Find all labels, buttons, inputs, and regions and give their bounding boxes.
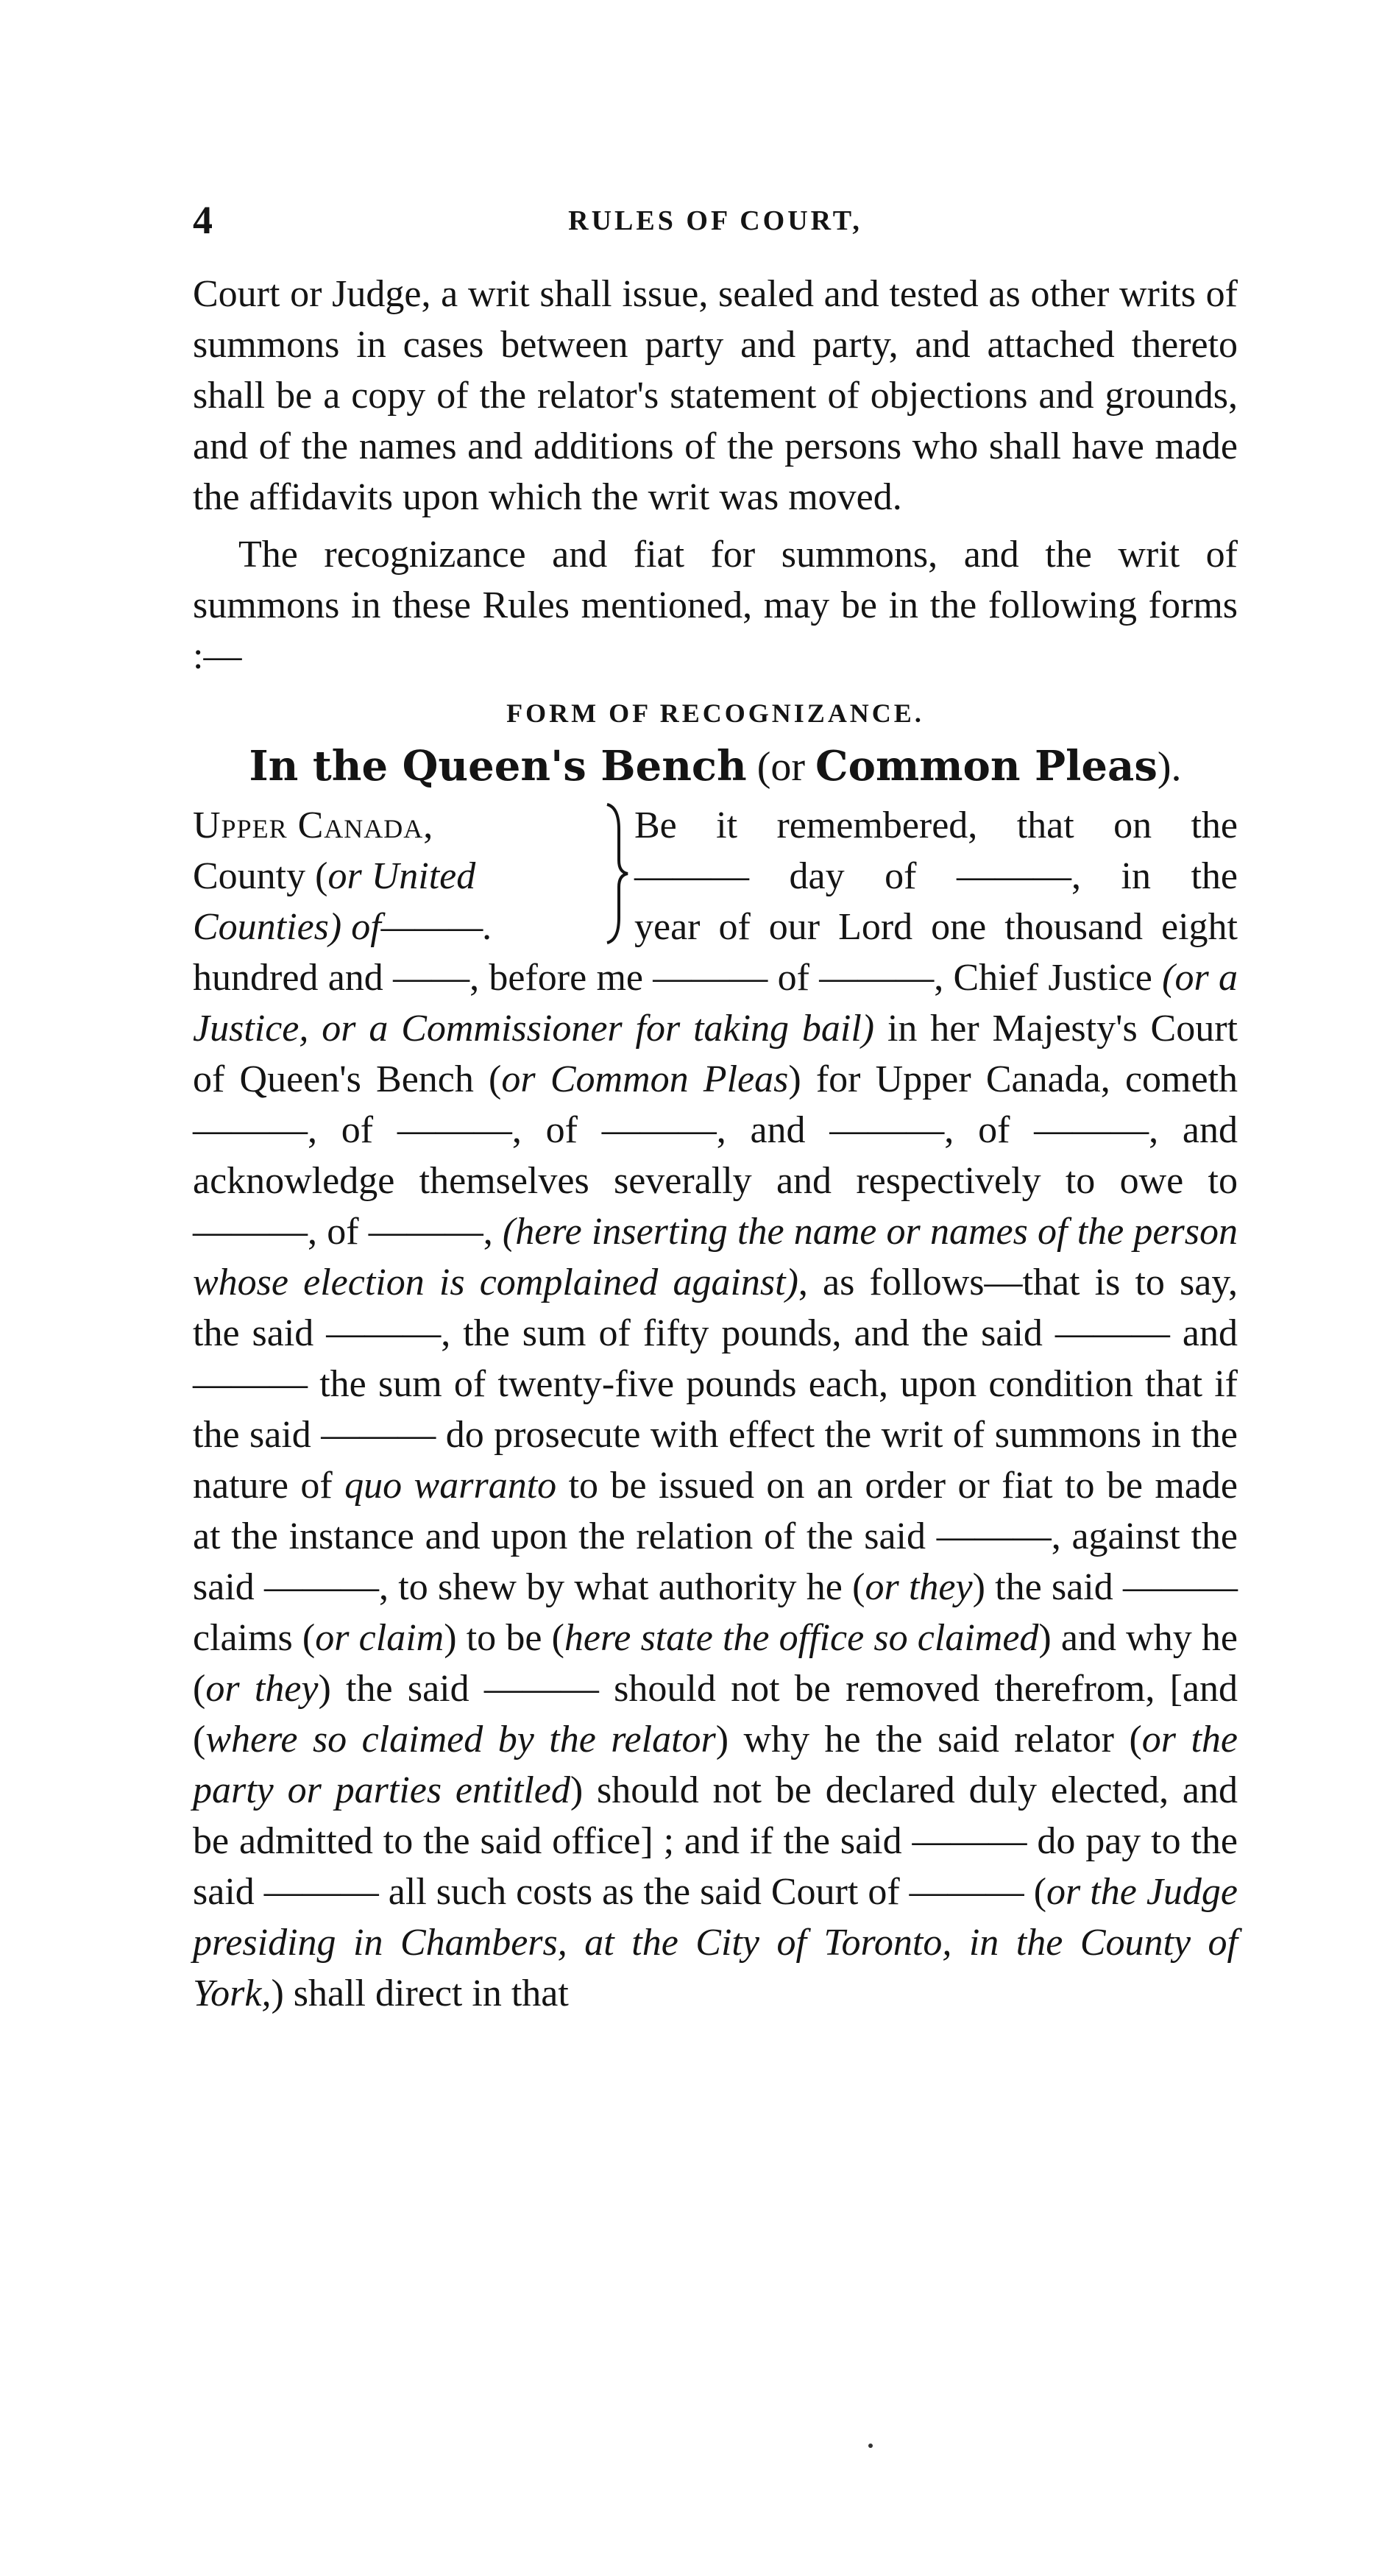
italic-segment: or the party or parties entitled [193,1719,1238,1811]
court-name-blackletter: In the Queen's Bench [249,742,747,790]
italic-segment: or Common Pleas [501,1058,789,1100]
form-heading: FORM OF RECOGNIZANCE. [506,698,924,728]
venue-counties: Counties) of———. [193,906,493,948]
text-segment: ) to be ( [444,1617,564,1659]
text-segment: hundred and ——, before me ——— of ———, Chief Justice [193,957,1163,999]
italic-segment: quo warranto [344,1465,557,1507]
curly-brace-icon [601,800,634,947]
italic-segment: or claim [315,1617,444,1659]
paragraph-1: Court or Judge, a writ shall issue, sealed and tested as other writs of summons in cases between party and party, and attached thereto shall be a copy of the relator's statement of objections and grounds, and of the names and additions of the persons who shall have made the affidavits upon which the writ was moved. [193,273,1238,518]
court-heading-or: (or [756,744,806,790]
text-segment: in her Majesty's Court of Queen's Bench ( [193,1008,1238,1100]
page-speck [868,2444,873,2448]
italic-segment: where so claimed by the relator [205,1719,716,1761]
venue-text-line3: year of our Lord one thousand eight [634,906,1238,948]
venue-text-line1: Be it remembered, that on the [634,804,1238,846]
venue-county: County (or United [193,855,476,897]
running-head: RULES OF COURT, [568,205,862,236]
venue-province: Upper Canada, [193,804,434,846]
page-number: 4 [193,198,213,242]
venue-block [193,800,1238,952]
text-segment: ) for Upper Canada, cometh ———, of ———, of ———, and ———, of ———, and acknowledge themselves severally and respectively to owe to ———, of ———, [193,1058,1238,1253]
text-segment: to be issued on an order or fiat to be made at the instance and upon the relation of the said ———, against the said ———, to shew by what authority he ( [193,1465,1238,1608]
text-segment: ) should not be declared duly elected, and be admitted to the said office] ; and if the said ——— do pay to the said ——— all such costs as the said Court of ——— ( [193,1769,1238,1913]
text-segment: ) and why he ( [193,1617,1238,1710]
venue-text [634,800,1238,952]
italic-segment: or they [205,1668,319,1710]
italic-segment: here state the office so claimed [564,1617,1039,1659]
venue-text-line2: ——— day of ———, in the [634,855,1238,897]
paragraph-2: The recognizance and fiat for summons, and the writ of summons in these Rules mentioned, may be in the following forms :— [193,534,1238,677]
text-segment: ) the said ——— should not be removed therefrom, [and ( [193,1668,1238,1761]
court-alt-blackletter: Common Pleas [815,742,1158,790]
italic-segment: or they [865,1566,973,1608]
page-body [193,269,1238,2019]
recognizance-text [193,952,1238,2019]
text-segment: ) shall direct in that [271,1972,569,2014]
court-heading [193,739,1238,794]
italic-segment: (here inserting the name or names of the person whose election is complained against) [193,1211,1238,1303]
text-segment: ) the said ——— claims ( [193,1566,1238,1659]
page-header [193,197,1238,241]
italic-segment: (or a Justice, or a Commissioner for taking bail) [193,957,1238,1050]
text-segment: ) why he the said relator ( [715,1719,1142,1761]
italic-segment: or the Judge presiding in Chambers, at the City of Toronto, in the County of York, [193,1871,1238,2014]
venue-caption [193,800,601,952]
court-heading-close: ). [1157,744,1182,790]
text-segment: , as follows—that is to say, the said ———, the sum of fifty pounds, and the said ——— and ——— the sum of twenty-five pounds each, upon condition that if the said ——— do prosecute with effect the writ of summons in the nature of [193,1262,1238,1507]
